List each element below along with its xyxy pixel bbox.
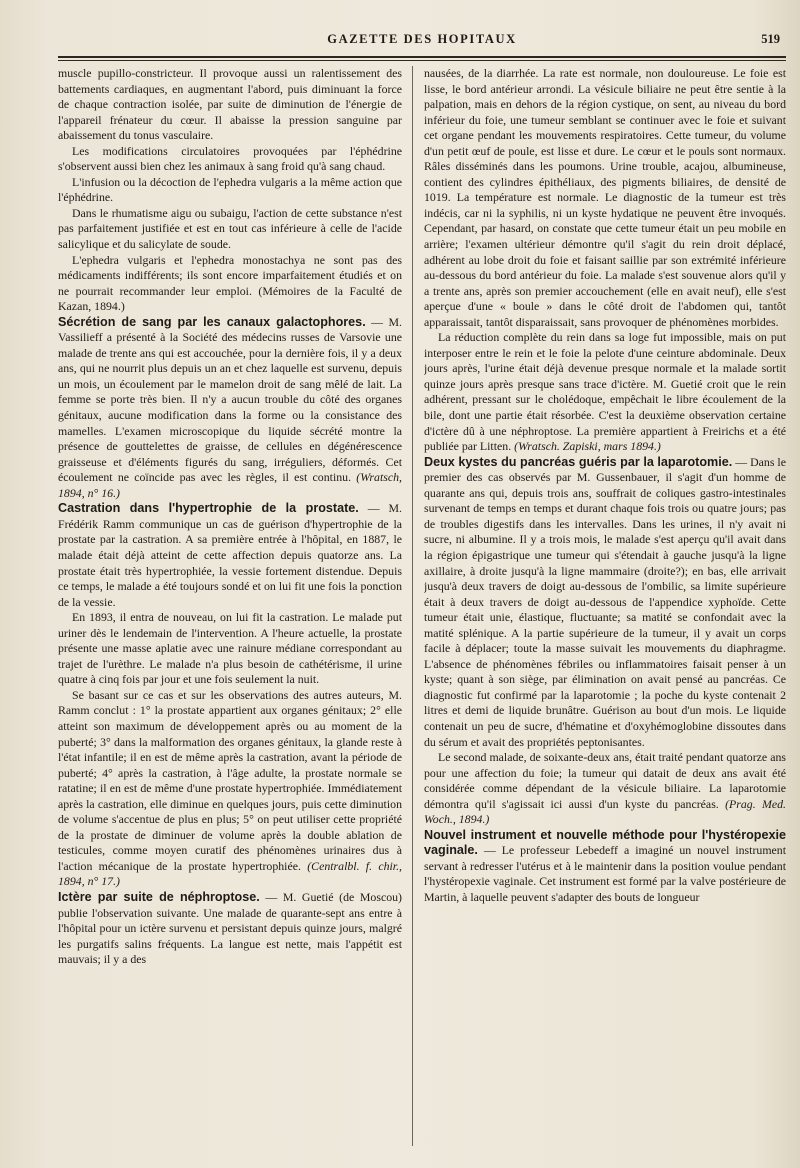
paragraph: Les modifications circulatoires provoquées par l'éphédrine s'observent aussi bien chez les animaux à sang froid qu'à sang chaud. (58, 143, 402, 174)
section-title: Deux kystes du pancréas guéris par la laparotomie. (424, 454, 733, 469)
paragraph: nausées, de la diarrhée. La rate est normale, non douloureuse. Le foie est lisse, le bord antérieur arrondi. La vésicule biliaire ne peut être sentie à la palpation, mais en dehors de la région cystique, on sent, au niveau du bord inférieur du foie, une tumeur semblant se continuer avec le foie et suivant cet organe pendant les mouvements respiratoires. Cette tumeur, du volume d'un petit œuf de poule, est lisse et dure. Le cœur et le pouls sont normaux. Râles disséminés dans les poumons. Urine trouble, acajou, albumineuse, contient des cylindres épithéliaux, des pigments biliaires, de densité de 1019. La température est normale. Le diagnostic de la tumeur est très indécis, car ni la syphilis, ni un kyste hydatique ne peuvent être invoqués. Cependant, par hasard, on constate que cette tumeur était un peu mobile en arrière; l'examen ultérieur démontre qu'il s'agit du rein droit déplacé, adhérent au lobe droit du foie et faisant saillie par son extrémité inférieure au-dessous du bord antérieur du foie. La malade s'est souvenue alors qu'il y a trente ans, après son premier accouchement (elle en avait neuf), elle s'est aperçue d'une « boule » dans le côté droit de l'abdomen qui, tantôt apparaissait, tantôt disparaissait, sans provoquer de phénomènes morbides. (424, 66, 786, 329)
column-divider (412, 66, 413, 1146)
section-reference: (Wratsch, 1894, n° 16.) (58, 470, 402, 500)
section-text: — Dans le premier des cas observés par M. Gussenbauer, il s'agit d'un homme de quarante ans qui, depuis trois ans, souffrait de coliques gastro-intestinales survenant de temps en temps et durant chaque fois trois ou quatre jours; pas de troubles digestifs dans les intervalles. Dans les urines, il n'y avait ni sucre, ni albumine. Il y a trois mois, le malade s'est aperçu qu'il avait dans la région épigastrique une tumeur qui s'étendait à gauche jusqu'à la ligne axillaire, à droite jusqu'à la ligne mammaire (droite?); en bas, elle arrivait jusqu'à deux travers de doigt au-dessous de l'ombilic, sa limite supérieure était à deux travers de doigt au-dessous de l'appendice xyphoïde. Cette tumeur était unie, élastique, fluctuante; sa matité se confondait avec la matité splénique. A la partie supérieure de la tumeur, il y avait un corps facile à déplacer; toute la masse suivait les mouvements du diaphragme. L'absence de phénomènes fébriles ou inflammatoires faisait penser à un kyste; quant à son siège, par élimination on avait pensé au pancréas. Ce diagnostic fut confirmé par la laparotomie ; la poche du kyste contenait 2 litres et demi de liquide brunâtre. Guérison au bout d'un mois. Le liquide contenait un peu de sucre, d'hématine et d'oxyhémoglobine dissoutes dans du sérum et avait des propriétés peptonisantes. (424, 454, 786, 749)
section-title: Nouvel instrument et nouvelle méthode pour l'hystéropexie vaginale. (424, 827, 786, 858)
section-text: — M. Frédérik Ramm communique un cas de guérison d'hypertrophie de la prostate par la castration. A sa première entrée à l'hôpital, en 1887, le malade était déjà atteint de cette affection depuis quatorze ans. La prostate était très hypertrophiée, la vessie fortement distendue. Depuis ce temps, le malade a été toujours sondé et on lui fit une fois la ponction de la vessie. (58, 501, 402, 609)
section-title: Sécrétion de sang par les canaux galactophores. (58, 314, 366, 329)
header-rule-thick (58, 56, 786, 58)
paragraph: L'ephedra vulgaris et l'ephedra monostachya ne sont pas des médicaments indifférents; ils sont encore imparfaitement étudiés et on ne pourrait recommander leur emploi. (Mémoires de la Faculté de Kazan, 1894.) (58, 252, 402, 314)
paragraph: En 1893, il entra de nouveau, on lui fit la castration. Le malade put uriner dès le lendemain de l'intervention. A l'heure actuelle, la prostate présente une masse aplatie avec une rainure médiane correspondant au trajet de l'urèthre. Le malade n'a plus besoin de cathétérisme, il urine quatre à cinq fois par jour et une fois seulement la nuit. (58, 610, 402, 687)
header-rule-thin (58, 60, 786, 61)
page-number: 519 (761, 32, 780, 46)
left-column (58, 66, 402, 1146)
section-reference: (Wratsch. Zapiski, mars 1894.) (514, 439, 661, 454)
section-text: Le second malade, de soixante-deux ans, était traité pendant quatorze ans pour une affection du foie; la tumeur qui datait de deux ans avait été considérée comme dépendant de la vésicule biliaire. La laparotomie démontra qu'il s'agissait ici aussi d'un kyste du pancréas. (424, 750, 786, 811)
section-text: La réduction complète du rein dans sa loge fut impossible, mais on put interposer entre le rein et le foie la pelote d'une ceinture abdominale. Deux jours après, l'urine était déjà devenue presque normale et la malade sortit quinze jours après presque sans trace d'ictère. M. Guetié croit que le rein adhérent, pressant sur le cholédoque, empêchait le libre écoulement de la bile, dont une partie était résorbée. C'est la deuxième observation certaine d'ictère dû à une néphroptose. La première appartient à Freirichs et a été publiée par Litten. (424, 330, 786, 454)
paragraph: muscle pupillo-constricteur. Il provoque aussi un ralentissement des battements cardiaques, en augmentant l'abord, puis diminuant la force de chaque contraction isolée, par suite de diminution de l'énergie de l'appareil frénateur du cœur. Il abaisse la pression sanguine par abaissement du tonus vasculaire. (58, 66, 402, 143)
section-title: Castration dans l'hypertrophie de la prostate. (58, 501, 359, 516)
section-reference: (Prag. Med. Woch., 1894.) (424, 796, 786, 827)
running-title: GAZETTE DES HOPITAUX (327, 32, 517, 46)
section-text: — M. Vassilieff a présenté à la Société des médecins russes de Varsovie une malade de trente ans qui est accouchée, pour la dernière fois, il y a deux ans, qui ne nourrit plus depuis un an et chez laquelle est survenu, depuis un mois, un écoulement par le mamelon droit de sang mêlé de lait. La femme se porte très bien. Il n'y a aucun trouble du côté des organes génitaux, aucune modification dans la forme ou la consistance des mamelles. L'examen microscopique du liquide sécrété montre la présence de gouttelettes de graisse, de cellules en dégénérescence graisseuse et d'éléments figurés du sang, irréguliers, déformés. Cet écoulement ne coïncide pas avec les règles, il est continu. (58, 314, 402, 485)
section-text: — M. Guetié (de Moscou) publie l'observation suivante. Une malade de quarante-sept ans entre à l'hôpital pour un ictère survenu et persistant depuis quinze jours, malgré les purgatifs salins fréquents. La langue est nette, mais l'appétit est mauvais; il y a des (58, 889, 402, 967)
page-header (58, 30, 786, 52)
section-title: Ictère par suite de néphroptose. (58, 889, 260, 904)
section-reference: (Centralbl. f. chir., 1894, n° 17.) (58, 858, 402, 889)
section-text: — Le professeur Lebedeff a imaginé un nouvel instrument servant à redresser l'utérus et à le maintenir dans la position voulue pendant l'hystéropexie vaginale. Cet instrument est formé par la valve postérieure de Martin, à laquelle peuvent s'adapter des bouts de longueur (424, 843, 786, 904)
paragraph (424, 750, 786, 828)
paragraph: L'infusion ou la décoction de l'ephedra vulgaris a la même action que l'éphédrine. (58, 174, 402, 205)
paragraph: Dans le rhumatisme aigu ou subaigu, l'action de cette substance n'est pas parfaitement justifiée et est en tout cas inférieure à celle de l'acide salicylique et du salicylate de soude. (58, 205, 402, 252)
right-column (424, 66, 786, 1146)
section-text: Se basant sur ce cas et sur les observations des autres auteurs, M. Ramm conclut : 1° la prostate appartient aux organes génitaux; 2° elle atteint son maximum de développement après ou au moment de la puberté; 3° dans la malformation des organes génitaux, la glande reste à l'état infantile; il en est de même après la castration, avant la période de puberté; 4° après la castration, à l'âge adulte, la prostate normale se ratatine; il en est de même d'une prostate hypertrophiée. Immédiatement après la castration, elle diminue en quelques jours, puis cette diminution de volume s'accentue de plus en plus; 5° on peut utiliser cette propriété de la prostate de diminuer de volume après la double ablation de testicules, comme moyen curatif des phénomènes urinaires dus à l'action mécanique de la prostate hypertrophiée. (58, 687, 402, 873)
paragraph (58, 688, 402, 890)
paragraph (424, 330, 786, 454)
